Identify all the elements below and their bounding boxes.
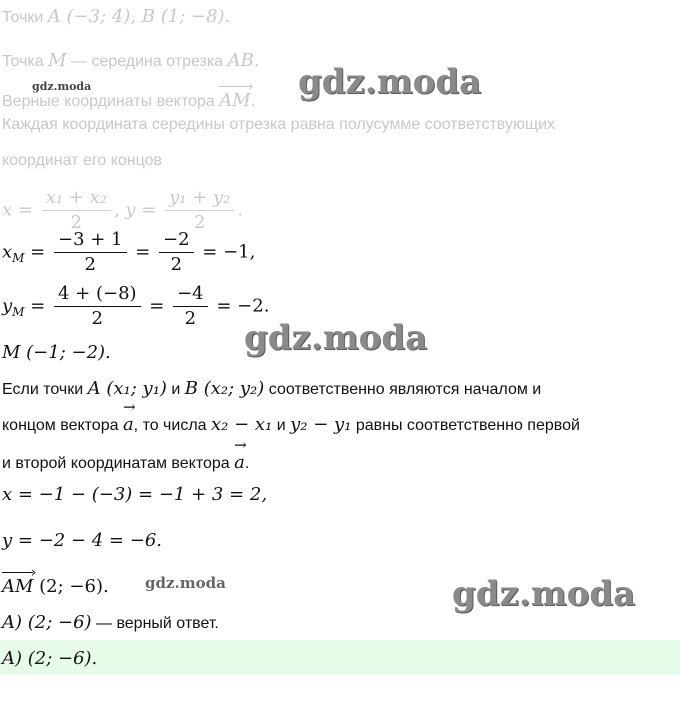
- points-coords: A (−3; 4), B (1; −8).: [47, 6, 231, 27]
- xm-fraction-2: [159, 228, 194, 277]
- fraction-x-den: 2: [70, 212, 83, 233]
- midpoint-label: Точка: [2, 53, 49, 70]
- problem-points-line: [2, 6, 230, 27]
- vector-x-calc: x = −1 − (−3) = −1 + 3 = 2,: [2, 484, 268, 505]
- xm-den-2: 2: [170, 254, 183, 275]
- fraction-x-num: x₁ + x₂: [42, 186, 111, 211]
- ym-fraction-1: [54, 282, 141, 331]
- ym-num-1: 4 + (−8): [54, 282, 141, 307]
- rule-point-a: A (x₁; y₁): [87, 378, 167, 399]
- rule2-text-b: , то числа: [133, 417, 212, 434]
- watermark-logo: gdz.moda: [145, 574, 226, 592]
- xm-var: x: [2, 241, 13, 263]
- question-dot: .: [250, 93, 256, 110]
- correct-option: A) (2; −6): [2, 612, 92, 633]
- ym-result: = −2.: [210, 295, 270, 317]
- ym-sub: M: [12, 305, 25, 320]
- rule3-dot: .: [244, 455, 250, 472]
- rule2-text-c: и: [272, 417, 291, 434]
- xm-sub: M: [12, 251, 25, 266]
- fraction-y-den: 2: [194, 212, 206, 233]
- watermark-logo: gdz.moda: [298, 62, 482, 102]
- ym-eq-2: =: [143, 295, 171, 317]
- segment-ab: AB.: [227, 50, 260, 71]
- watermark-logo: gdz.moda: [32, 80, 92, 93]
- fraction-y-num: y₁ + y₂: [165, 186, 234, 211]
- correct-answer-line: [2, 612, 219, 633]
- xm-den-1: 2: [84, 254, 96, 275]
- ym-var: y: [2, 295, 13, 317]
- xm-eq-2: =: [129, 241, 157, 263]
- xm-calculation: [2, 228, 255, 277]
- rule2-text-a: концом вектора: [2, 417, 123, 434]
- xm-fraction-1: [54, 228, 127, 277]
- ym-calculation: [2, 282, 269, 331]
- vector-y-calc: y = −2 − 4 = −6.: [2, 530, 162, 551]
- vector-am-coords: (2; −6).: [33, 576, 109, 597]
- watermark-logo: gdz.moda: [452, 574, 636, 614]
- rule3-text-a: и второй координатам вектора: [2, 455, 235, 472]
- rule-text-c: соответственно являются началом и: [264, 381, 542, 398]
- rule-point-b: B (x₂; y₂): [184, 378, 265, 399]
- correct-answer-text: — верный ответ.: [91, 615, 219, 632]
- point-m: M: [48, 50, 67, 71]
- vector-am: AM ›: [219, 90, 250, 111]
- points-label: Точки: [2, 9, 48, 26]
- rule-line-2: координат его концов: [2, 152, 162, 169]
- rule-text-b: и: [166, 381, 185, 398]
- midpoint-text: — середина отрезка: [66, 53, 228, 70]
- vector-rule-line-1: [2, 378, 541, 399]
- watermark-logo: gdz.moda: [244, 318, 428, 358]
- point-m-result: M (−1; −2).: [2, 342, 111, 363]
- ym-eq: =: [24, 295, 51, 317]
- xm-num-1: −3 + 1: [54, 228, 127, 253]
- formula-x: x =: [2, 199, 39, 221]
- vector-am-result: [2, 576, 109, 597]
- problem-question-line: [2, 90, 255, 111]
- vector-a: → a: [123, 414, 134, 435]
- final-answer: A) (2; −6).: [2, 648, 98, 669]
- problem-midpoint-line: [2, 50, 260, 71]
- ym-num-2: −4: [173, 282, 208, 307]
- ym-fraction-2: [173, 282, 208, 331]
- xm-eq: =: [24, 241, 51, 263]
- ym-den-1: 2: [91, 308, 103, 329]
- vector-rule-line-2: [2, 414, 580, 435]
- rule2-text-d: равны соответственно первой: [351, 417, 580, 434]
- rule2-diff-x: x₂ − x₁: [211, 414, 273, 435]
- ym-den-2: 2: [184, 308, 197, 329]
- rule2-diff-y: y₂ − y₁: [290, 414, 352, 435]
- vector-a-2: → a: [234, 452, 245, 473]
- vector-am-2: AM ›: [2, 576, 33, 597]
- question-text: Верные координаты вектора: [2, 93, 220, 110]
- rule-text-a: Если точки: [2, 381, 88, 398]
- xm-num-2: −2: [159, 228, 194, 253]
- rule-line-1: Каждая координата середины отрезка равна полусумме соответствующих: [2, 116, 556, 133]
- formula-end: .: [237, 199, 244, 221]
- formula-y: , y =: [113, 199, 163, 221]
- answer-highlight: [0, 640, 680, 675]
- vector-rule-line-3: [2, 452, 249, 473]
- xm-result: = −1,: [196, 241, 256, 263]
